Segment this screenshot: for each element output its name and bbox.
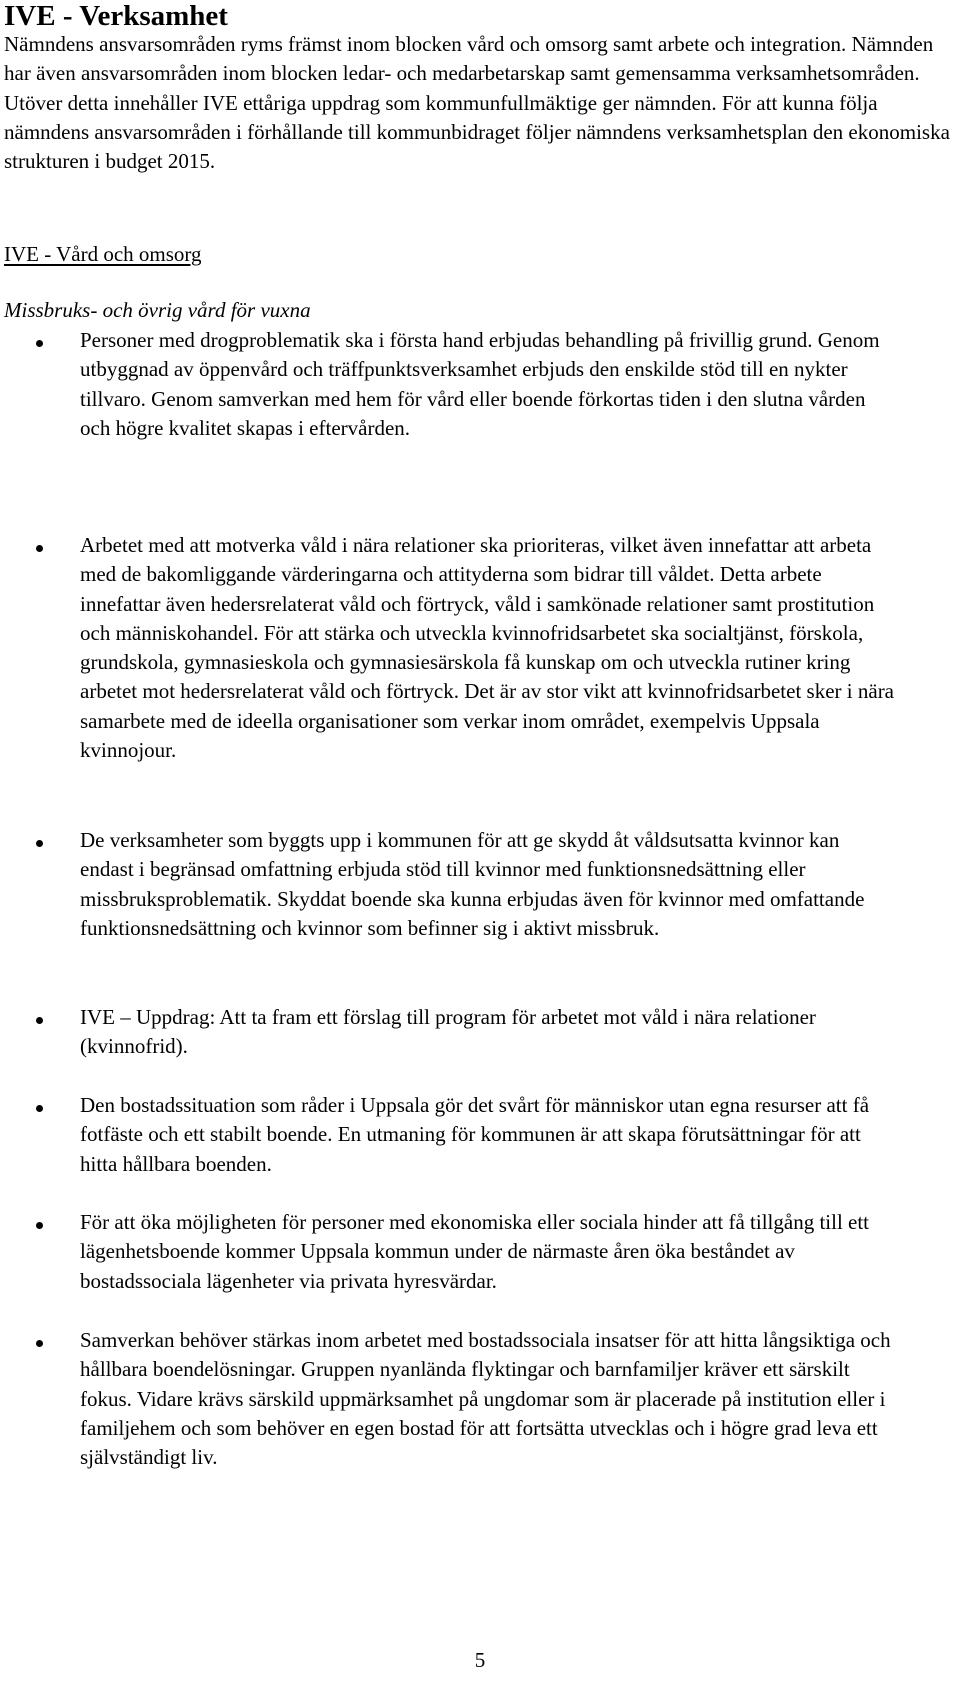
bullet-icon <box>36 1105 43 1112</box>
page-title: IVE - Verksamhet <box>4 0 228 32</box>
section-subheading: IVE - Vård och omsorg <box>4 242 202 266</box>
intro-paragraph: Nämndens ansvarsområden ryms främst inom blocken vård och omsorg samt arbete och integration. Nämnden har även ansvarsområden inom blocken ledar- och medarbetarskap samt gemensamma verksamhetsområden. Utöver detta innehåller IVE ettåriga uppdrag som kommunfullmäktige ger nämnden. För att kunna följa nämndens ansvarsområden i förhållande till kommunbidraget följer nämndens verksamhetsplan den ekonomiska strukturen i budget 2015. <box>4 32 950 174</box>
category-heading: Missbruks- och övrig vård för vuxna <box>4 298 311 322</box>
bullet-icon <box>36 840 43 847</box>
list-item-text: Personer med drogproblematik ska i första hand erbjudas behandling på frivillig grund. Genom utbyggnad av öppenvård och träffpunktsverksamhet erbjuds den enskilde stöd till en nykter tillvaro. Genom samverkan med hem för vård eller boende förkortas tiden i den slutna vården och högre kvalitet skapas i eftervården. <box>80 328 880 440</box>
list-item-text: För att öka möjligheten för personer med ekonomiska eller sociala hinder att få tillgång till ett lägenhetsboende kommer Uppsala kommun under de närmaste åren öka beståndet av bostadssociala lägenheter via privata hyresvärdar. <box>80 1210 870 1293</box>
bullet-icon <box>36 1017 43 1024</box>
list-item-text: De verksamheter som byggts upp i kommunen för att ge skydd åt våldsutsatta kvinnor kan endast i begränsad omfattning erbjuda stöd till kvinnor med funktionsnedsättning eller missbruksproblematik. Skyddat boende ska kunna erbjudas även för kvinnor med omfattande funktionsnedsättning och kvinnor som befinner sig i aktivt missbruk. <box>80 828 865 940</box>
page-number: 5 <box>474 1648 486 1672</box>
bullet-icon <box>36 1222 43 1229</box>
bullet-icon <box>36 545 43 552</box>
list-item-text: Samverkan behöver stärkas inom arbetet med bostadssociala insatser för att hitta långsiktiga och hållbara boendelösningar. Gruppen nyanlända flyktingar och barnfamiljer kräver ett särskilt fokus. Vidare krävs särskild uppmärksamhet på ungdomar som är placerade på institution eller i familjehem och som behöver en egen bostad för att fortsätta utvecklas och i högre grad leva ett självständigt liv. <box>80 1328 891 1470</box>
bullet-icon <box>36 1340 43 1347</box>
list-item-text: Den bostadssituation som råder i Uppsala gör det svårt för människor utan egna resurser att få fotfäste och ett stabilt boende. En utmaning för kommunen är att skapa förutsättningar för att hitta hållbara boenden. <box>80 1093 870 1176</box>
bullet-icon <box>36 340 43 347</box>
list-item-text: Arbetet med att motverka våld i nära relationer ska prioriteras, vilket även innefattar att arbeta med de bakomliggande värderingarna och attityderna som bidrar till våldet. Detta arbete innefattar även hedersrelaterat våld och förtryck, våld i samkönade relationer samt prostitution och människohandel. För att stärka och utveckla kvinnofridsarbetet ska socialtjänst, förskola, grundskola, gymnasieskola och gymnasiesärskola få kunskap om och utveckla rutiner kring arbetet mot hedersrelaterat våld och förtryck. Det är av stor vikt att kvinnofridsarbetet sker i nära samarbete med de ideella organisationer som verkar inom området, exempelvis Uppsala kvinnojour. <box>80 533 895 763</box>
list-item-text: IVE – Uppdrag: Att ta fram ett förslag till program för arbetet mot våld i nära relationer (kvinnofrid). <box>80 1005 816 1059</box>
